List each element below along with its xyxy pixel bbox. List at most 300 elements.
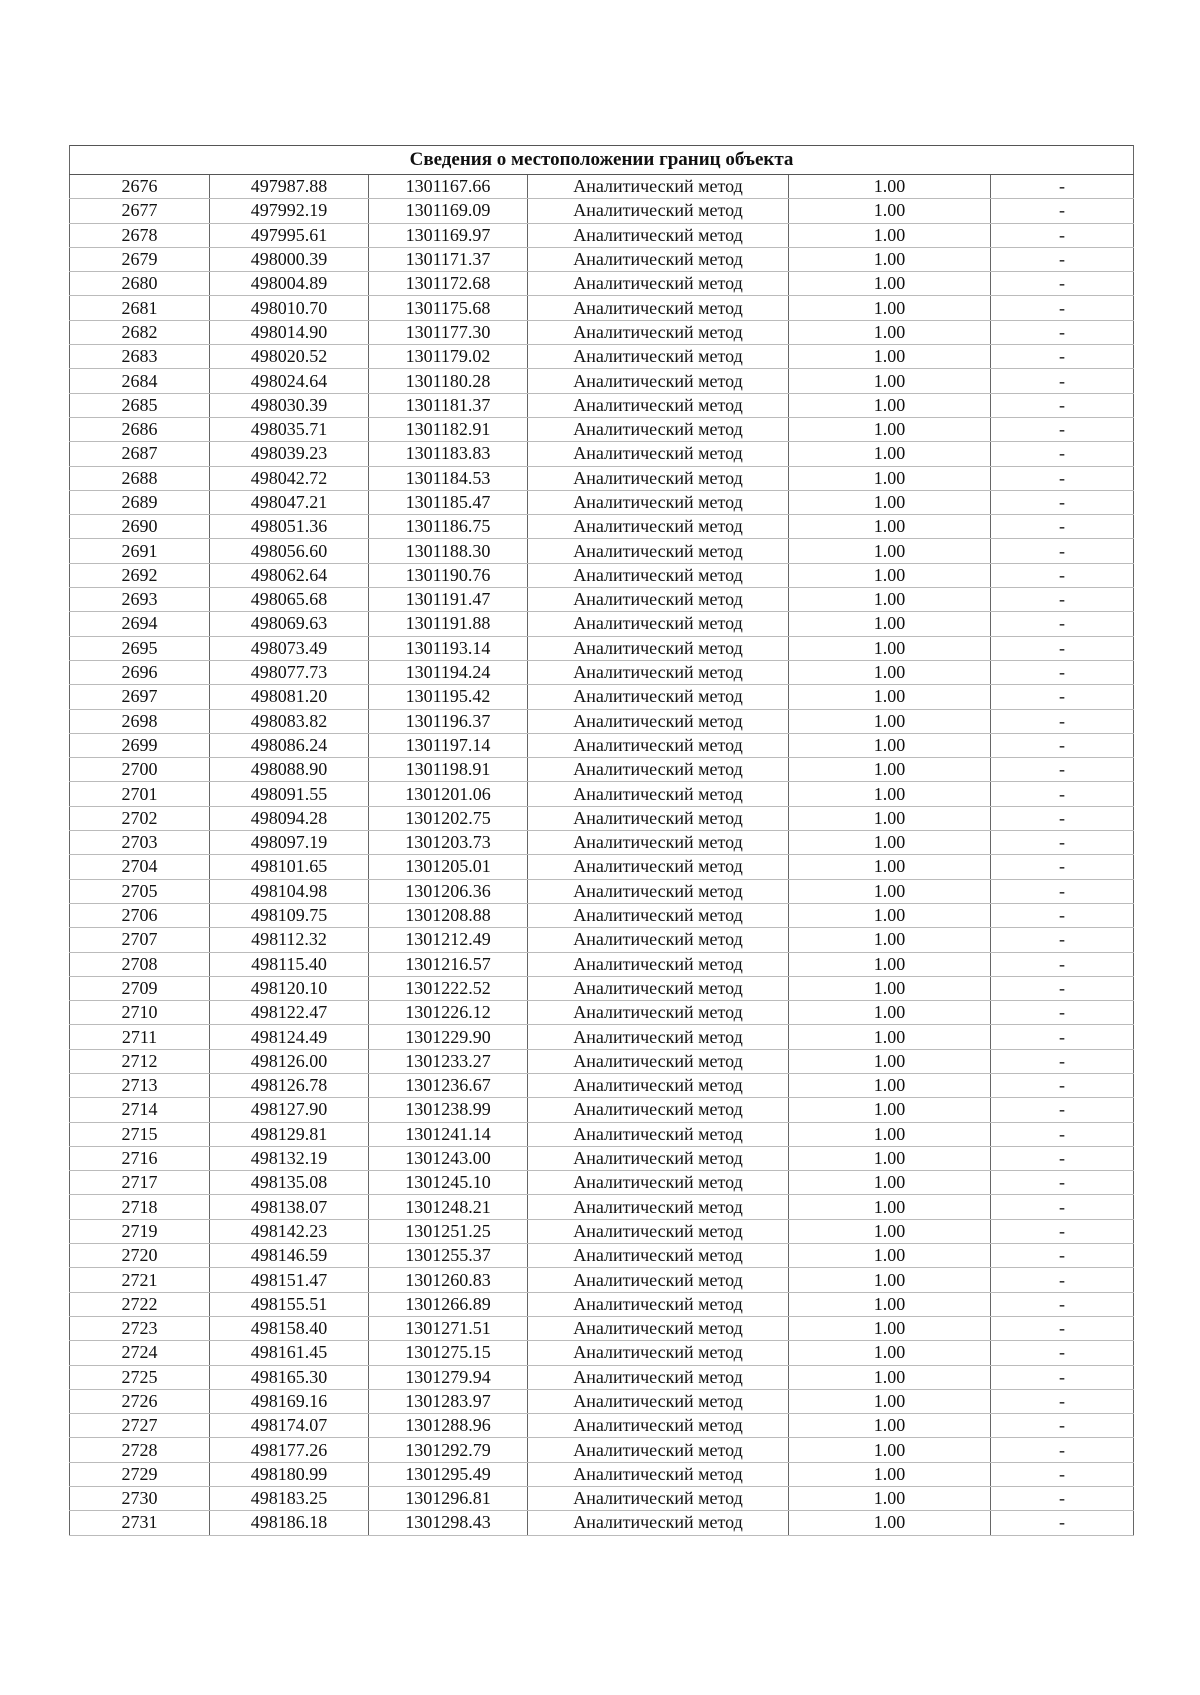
y-coordinate-cell: 1301283.97 <box>369 1389 528 1413</box>
x-coordinate-cell: 498142.23 <box>210 1219 369 1243</box>
method-cell: Аналитический метод <box>528 1462 789 1486</box>
x-coordinate-cell: 498104.98 <box>210 879 369 903</box>
method-cell: Аналитический метод <box>528 952 789 976</box>
accuracy-cell: 1.00 <box>789 345 991 369</box>
point-number-cell: 2691 <box>70 539 210 563</box>
accuracy-cell: 1.00 <box>789 223 991 247</box>
description-cell: - <box>991 417 1134 441</box>
accuracy-cell: 1.00 <box>789 1146 991 1170</box>
y-coordinate-cell: 1301172.68 <box>369 272 528 296</box>
method-cell: Аналитический метод <box>528 1511 789 1535</box>
table-row <box>70 1122 1134 1146</box>
accuracy-cell: 1.00 <box>789 1438 991 1462</box>
description-cell: - <box>991 563 1134 587</box>
point-number-cell: 2692 <box>70 563 210 587</box>
accuracy-cell: 1.00 <box>789 1073 991 1097</box>
table-row <box>70 442 1134 466</box>
table-row <box>70 588 1134 612</box>
point-number-cell: 2693 <box>70 588 210 612</box>
point-number-cell: 2695 <box>70 636 210 660</box>
method-cell: Аналитический метод <box>528 247 789 271</box>
y-coordinate-cell: 1301198.91 <box>369 758 528 782</box>
x-coordinate-cell: 498122.47 <box>210 1001 369 1025</box>
method-cell: Аналитический метод <box>528 1244 789 1268</box>
method-cell: Аналитический метод <box>528 223 789 247</box>
x-coordinate-cell: 498094.28 <box>210 806 369 830</box>
x-coordinate-cell: 498035.71 <box>210 417 369 441</box>
description-cell: - <box>991 782 1134 806</box>
accuracy-cell: 1.00 <box>789 272 991 296</box>
table-row <box>70 199 1134 223</box>
table-row <box>70 320 1134 344</box>
point-number-cell: 2712 <box>70 1049 210 1073</box>
accuracy-cell: 1.00 <box>789 831 991 855</box>
method-cell: Аналитический метод <box>528 1365 789 1389</box>
x-coordinate-cell: 498138.07 <box>210 1195 369 1219</box>
point-number-cell: 2716 <box>70 1146 210 1170</box>
x-coordinate-cell: 498097.19 <box>210 831 369 855</box>
method-cell: Аналитический метод <box>528 272 789 296</box>
accuracy-cell: 1.00 <box>789 806 991 830</box>
description-cell: - <box>991 928 1134 952</box>
y-coordinate-cell: 1301233.27 <box>369 1049 528 1073</box>
method-cell: Аналитический метод <box>528 733 789 757</box>
accuracy-cell: 1.00 <box>789 539 991 563</box>
method-cell: Аналитический метод <box>528 976 789 1000</box>
accuracy-cell: 1.00 <box>789 855 991 879</box>
method-cell: Аналитический метод <box>528 1414 789 1438</box>
y-coordinate-cell: 1301196.37 <box>369 709 528 733</box>
point-number-cell: 2719 <box>70 1219 210 1243</box>
accuracy-cell: 1.00 <box>789 1171 991 1195</box>
point-number-cell: 2687 <box>70 442 210 466</box>
method-cell: Аналитический метод <box>528 1171 789 1195</box>
method-cell: Аналитический метод <box>528 175 789 199</box>
accuracy-cell: 1.00 <box>789 247 991 271</box>
y-coordinate-cell: 1301296.81 <box>369 1487 528 1511</box>
method-cell: Аналитический метод <box>528 417 789 441</box>
table-row <box>70 733 1134 757</box>
point-number-cell: 2724 <box>70 1341 210 1365</box>
y-coordinate-cell: 1301191.88 <box>369 612 528 636</box>
y-coordinate-cell: 1301184.53 <box>369 466 528 490</box>
accuracy-cell: 1.00 <box>789 442 991 466</box>
description-cell: - <box>991 733 1134 757</box>
method-cell: Аналитический метод <box>528 442 789 466</box>
method-cell: Аналитический метод <box>528 1438 789 1462</box>
accuracy-cell: 1.00 <box>789 490 991 514</box>
method-cell: Аналитический метод <box>528 1487 789 1511</box>
table-row <box>70 1462 1134 1486</box>
accuracy-cell: 1.00 <box>789 709 991 733</box>
point-number-cell: 2681 <box>70 296 210 320</box>
point-number-cell: 2709 <box>70 976 210 1000</box>
table-row <box>70 345 1134 369</box>
table-row <box>70 782 1134 806</box>
accuracy-cell: 1.00 <box>789 879 991 903</box>
y-coordinate-cell: 1301226.12 <box>369 1001 528 1025</box>
description-cell: - <box>991 1462 1134 1486</box>
method-cell: Аналитический метод <box>528 1316 789 1340</box>
point-number-cell: 2730 <box>70 1487 210 1511</box>
y-coordinate-cell: 1301279.94 <box>369 1365 528 1389</box>
method-cell: Аналитический метод <box>528 296 789 320</box>
description-cell: - <box>991 296 1134 320</box>
accuracy-cell: 1.00 <box>789 466 991 490</box>
description-cell: - <box>991 466 1134 490</box>
y-coordinate-cell: 1301208.88 <box>369 903 528 927</box>
x-coordinate-cell: 498010.70 <box>210 296 369 320</box>
table-row <box>70 1292 1134 1316</box>
y-coordinate-cell: 1301241.14 <box>369 1122 528 1146</box>
x-coordinate-cell: 498091.55 <box>210 782 369 806</box>
table-row <box>70 976 1134 1000</box>
accuracy-cell: 1.00 <box>789 369 991 393</box>
point-number-cell: 2727 <box>70 1414 210 1438</box>
x-coordinate-cell: 498077.73 <box>210 660 369 684</box>
y-coordinate-cell: 1301197.14 <box>369 733 528 757</box>
description-cell: - <box>991 1292 1134 1316</box>
description-cell: - <box>991 320 1134 344</box>
accuracy-cell: 1.00 <box>789 1049 991 1073</box>
description-cell: - <box>991 976 1134 1000</box>
description-cell: - <box>991 369 1134 393</box>
description-cell: - <box>991 952 1134 976</box>
description-cell: - <box>991 1511 1134 1535</box>
y-coordinate-cell: 1301175.68 <box>369 296 528 320</box>
table-row <box>70 1195 1134 1219</box>
point-number-cell: 2694 <box>70 612 210 636</box>
table-row <box>70 1244 1134 1268</box>
y-coordinate-cell: 1301183.83 <box>369 442 528 466</box>
description-cell: - <box>991 1365 1134 1389</box>
accuracy-cell: 1.00 <box>789 320 991 344</box>
table-row <box>70 1389 1134 1413</box>
accuracy-cell: 1.00 <box>789 1462 991 1486</box>
table-row <box>70 417 1134 441</box>
y-coordinate-cell: 1301255.37 <box>369 1244 528 1268</box>
y-coordinate-cell: 1301188.30 <box>369 539 528 563</box>
point-number-cell: 2689 <box>70 490 210 514</box>
point-number-cell: 2707 <box>70 928 210 952</box>
y-coordinate-cell: 1301292.79 <box>369 1438 528 1462</box>
y-coordinate-cell: 1301266.89 <box>369 1292 528 1316</box>
accuracy-cell: 1.00 <box>789 952 991 976</box>
y-coordinate-cell: 1301222.52 <box>369 976 528 1000</box>
description-cell: - <box>991 1049 1134 1073</box>
point-number-cell: 2723 <box>70 1316 210 1340</box>
point-number-cell: 2703 <box>70 831 210 855</box>
table-row <box>70 1049 1134 1073</box>
accuracy-cell: 1.00 <box>789 1341 991 1365</box>
table-title: Сведения о местоположении границ объекта <box>70 146 1134 175</box>
point-number-cell: 2680 <box>70 272 210 296</box>
y-coordinate-cell: 1301243.00 <box>369 1146 528 1170</box>
point-number-cell: 2704 <box>70 855 210 879</box>
method-cell: Аналитический метод <box>528 1025 789 1049</box>
table-body <box>70 175 1134 1536</box>
description-cell: - <box>991 1001 1134 1025</box>
description-cell: - <box>991 903 1134 927</box>
accuracy-cell: 1.00 <box>789 1219 991 1243</box>
description-cell: - <box>991 1389 1134 1413</box>
method-cell: Аналитический метод <box>528 636 789 660</box>
description-cell: - <box>991 247 1134 271</box>
description-cell: - <box>991 879 1134 903</box>
accuracy-cell: 1.00 <box>789 1365 991 1389</box>
description-cell: - <box>991 806 1134 830</box>
table-row <box>70 709 1134 733</box>
x-coordinate-cell: 498132.19 <box>210 1146 369 1170</box>
point-number-cell: 2722 <box>70 1292 210 1316</box>
method-cell: Аналитический метод <box>528 831 789 855</box>
accuracy-cell: 1.00 <box>789 296 991 320</box>
description-cell: - <box>991 1073 1134 1097</box>
point-number-cell: 2702 <box>70 806 210 830</box>
method-cell: Аналитический метод <box>528 1219 789 1243</box>
description-cell: - <box>991 175 1134 199</box>
description-cell: - <box>991 345 1134 369</box>
description-cell: - <box>991 1025 1134 1049</box>
method-cell: Аналитический метод <box>528 612 789 636</box>
method-cell: Аналитический метод <box>528 1098 789 1122</box>
x-coordinate-cell: 498127.90 <box>210 1098 369 1122</box>
accuracy-cell: 1.00 <box>789 563 991 587</box>
method-cell: Аналитический метод <box>528 1341 789 1365</box>
table-row <box>70 1316 1134 1340</box>
point-number-cell: 2684 <box>70 369 210 393</box>
point-number-cell: 2720 <box>70 1244 210 1268</box>
table-row <box>70 952 1134 976</box>
table-row <box>70 1098 1134 1122</box>
point-number-cell: 2696 <box>70 660 210 684</box>
x-coordinate-cell: 498088.90 <box>210 758 369 782</box>
x-coordinate-cell: 498177.26 <box>210 1438 369 1462</box>
accuracy-cell: 1.00 <box>789 1316 991 1340</box>
table-row <box>70 685 1134 709</box>
table-title-row <box>70 146 1134 175</box>
description-cell: - <box>991 588 1134 612</box>
x-coordinate-cell: 498146.59 <box>210 1244 369 1268</box>
x-coordinate-cell: 498126.00 <box>210 1049 369 1073</box>
y-coordinate-cell: 1301182.91 <box>369 417 528 441</box>
table-row <box>70 466 1134 490</box>
accuracy-cell: 1.00 <box>789 393 991 417</box>
accuracy-cell: 1.00 <box>789 1389 991 1413</box>
point-number-cell: 2683 <box>70 345 210 369</box>
point-number-cell: 2717 <box>70 1171 210 1195</box>
description-cell: - <box>991 1098 1134 1122</box>
method-cell: Аналитический метод <box>528 1292 789 1316</box>
point-number-cell: 2690 <box>70 515 210 539</box>
y-coordinate-cell: 1301169.09 <box>369 199 528 223</box>
y-coordinate-cell: 1301260.83 <box>369 1268 528 1292</box>
table-row <box>70 879 1134 903</box>
method-cell: Аналитический метод <box>528 1073 789 1097</box>
x-coordinate-cell: 498101.65 <box>210 855 369 879</box>
table-row <box>70 369 1134 393</box>
y-coordinate-cell: 1301186.75 <box>369 515 528 539</box>
y-coordinate-cell: 1301190.76 <box>369 563 528 587</box>
document-page <box>69 145 1133 1536</box>
accuracy-cell: 1.00 <box>789 1244 991 1268</box>
table-row <box>70 928 1134 952</box>
accuracy-cell: 1.00 <box>789 417 991 441</box>
point-number-cell: 2728 <box>70 1438 210 1462</box>
y-coordinate-cell: 1301288.96 <box>369 1414 528 1438</box>
method-cell: Аналитический метод <box>528 879 789 903</box>
y-coordinate-cell: 1301181.37 <box>369 393 528 417</box>
y-coordinate-cell: 1301245.10 <box>369 1171 528 1195</box>
method-cell: Аналитический метод <box>528 199 789 223</box>
table-row <box>70 612 1134 636</box>
description-cell: - <box>991 1171 1134 1195</box>
accuracy-cell: 1.00 <box>789 1122 991 1146</box>
boundary-table <box>69 145 1134 1536</box>
y-coordinate-cell: 1301191.47 <box>369 588 528 612</box>
point-number-cell: 2676 <box>70 175 210 199</box>
x-coordinate-cell: 498183.25 <box>210 1487 369 1511</box>
point-number-cell: 2731 <box>70 1511 210 1535</box>
y-coordinate-cell: 1301229.90 <box>369 1025 528 1049</box>
table-row <box>70 855 1134 879</box>
method-cell: Аналитический метод <box>528 563 789 587</box>
y-coordinate-cell: 1301194.24 <box>369 660 528 684</box>
method-cell: Аналитический метод <box>528 806 789 830</box>
x-coordinate-cell: 498056.60 <box>210 539 369 563</box>
accuracy-cell: 1.00 <box>789 1001 991 1025</box>
y-coordinate-cell: 1301236.67 <box>369 1073 528 1097</box>
point-number-cell: 2725 <box>70 1365 210 1389</box>
x-coordinate-cell: 498083.82 <box>210 709 369 733</box>
y-coordinate-cell: 1301201.06 <box>369 782 528 806</box>
x-coordinate-cell: 498112.32 <box>210 928 369 952</box>
table-row <box>70 515 1134 539</box>
x-coordinate-cell: 498030.39 <box>210 393 369 417</box>
accuracy-cell: 1.00 <box>789 515 991 539</box>
y-coordinate-cell: 1301251.25 <box>369 1219 528 1243</box>
table-row <box>70 1025 1134 1049</box>
accuracy-cell: 1.00 <box>789 175 991 199</box>
table-row <box>70 393 1134 417</box>
method-cell: Аналитический метод <box>528 685 789 709</box>
method-cell: Аналитический метод <box>528 588 789 612</box>
y-coordinate-cell: 1301180.28 <box>369 369 528 393</box>
point-number-cell: 2710 <box>70 1001 210 1025</box>
y-coordinate-cell: 1301248.21 <box>369 1195 528 1219</box>
table-row <box>70 1073 1134 1097</box>
accuracy-cell: 1.00 <box>789 782 991 806</box>
description-cell: - <box>991 855 1134 879</box>
y-coordinate-cell: 1301295.49 <box>369 1462 528 1486</box>
accuracy-cell: 1.00 <box>789 928 991 952</box>
accuracy-cell: 1.00 <box>789 1292 991 1316</box>
y-coordinate-cell: 1301185.47 <box>369 490 528 514</box>
description-cell: - <box>991 831 1134 855</box>
y-coordinate-cell: 1301167.66 <box>369 175 528 199</box>
y-coordinate-cell: 1301238.99 <box>369 1098 528 1122</box>
table-row <box>70 1414 1134 1438</box>
description-cell: - <box>991 1146 1134 1170</box>
point-number-cell: 2726 <box>70 1389 210 1413</box>
method-cell: Аналитический метод <box>528 515 789 539</box>
point-number-cell: 2700 <box>70 758 210 782</box>
method-cell: Аналитический метод <box>528 1146 789 1170</box>
x-coordinate-cell: 498124.49 <box>210 1025 369 1049</box>
description-cell: - <box>991 490 1134 514</box>
x-coordinate-cell: 498135.08 <box>210 1171 369 1195</box>
x-coordinate-cell: 498020.52 <box>210 345 369 369</box>
method-cell: Аналитический метод <box>528 466 789 490</box>
y-coordinate-cell: 1301171.37 <box>369 247 528 271</box>
table-row <box>70 1001 1134 1025</box>
method-cell: Аналитический метод <box>528 928 789 952</box>
y-coordinate-cell: 1301216.57 <box>369 952 528 976</box>
description-cell: - <box>991 1219 1134 1243</box>
method-cell: Аналитический метод <box>528 660 789 684</box>
method-cell: Аналитический метод <box>528 855 789 879</box>
x-coordinate-cell: 498004.89 <box>210 272 369 296</box>
point-number-cell: 2697 <box>70 685 210 709</box>
table-row <box>70 1487 1134 1511</box>
description-cell: - <box>991 393 1134 417</box>
table-row <box>70 539 1134 563</box>
point-number-cell: 2685 <box>70 393 210 417</box>
x-coordinate-cell: 498000.39 <box>210 247 369 271</box>
method-cell: Аналитический метод <box>528 782 789 806</box>
description-cell: - <box>991 199 1134 223</box>
accuracy-cell: 1.00 <box>789 903 991 927</box>
y-coordinate-cell: 1301179.02 <box>369 345 528 369</box>
y-coordinate-cell: 1301206.36 <box>369 879 528 903</box>
x-coordinate-cell: 498115.40 <box>210 952 369 976</box>
point-number-cell: 2688 <box>70 466 210 490</box>
point-number-cell: 2721 <box>70 1268 210 1292</box>
method-cell: Аналитический метод <box>528 539 789 563</box>
table-row <box>70 490 1134 514</box>
x-coordinate-cell: 498073.49 <box>210 636 369 660</box>
description-cell: - <box>991 223 1134 247</box>
y-coordinate-cell: 1301271.51 <box>369 1316 528 1340</box>
description-cell: - <box>991 1438 1134 1462</box>
point-number-cell: 2715 <box>70 1122 210 1146</box>
description-cell: - <box>991 1195 1134 1219</box>
y-coordinate-cell: 1301298.43 <box>369 1511 528 1535</box>
x-coordinate-cell: 498126.78 <box>210 1073 369 1097</box>
description-cell: - <box>991 758 1134 782</box>
x-coordinate-cell: 498039.23 <box>210 442 369 466</box>
accuracy-cell: 1.00 <box>789 733 991 757</box>
table-row <box>70 247 1134 271</box>
x-coordinate-cell: 498062.64 <box>210 563 369 587</box>
x-coordinate-cell: 498086.24 <box>210 733 369 757</box>
point-number-cell: 2677 <box>70 199 210 223</box>
accuracy-cell: 1.00 <box>789 685 991 709</box>
y-coordinate-cell: 1301203.73 <box>369 831 528 855</box>
table-row <box>70 1268 1134 1292</box>
table-row <box>70 903 1134 927</box>
x-coordinate-cell: 498024.64 <box>210 369 369 393</box>
table-row <box>70 175 1134 199</box>
accuracy-cell: 1.00 <box>789 1511 991 1535</box>
y-coordinate-cell: 1301193.14 <box>369 636 528 660</box>
point-number-cell: 2686 <box>70 417 210 441</box>
accuracy-cell: 1.00 <box>789 1098 991 1122</box>
y-coordinate-cell: 1301195.42 <box>369 685 528 709</box>
x-coordinate-cell: 498174.07 <box>210 1414 369 1438</box>
method-cell: Аналитический метод <box>528 903 789 927</box>
description-cell: - <box>991 1341 1134 1365</box>
